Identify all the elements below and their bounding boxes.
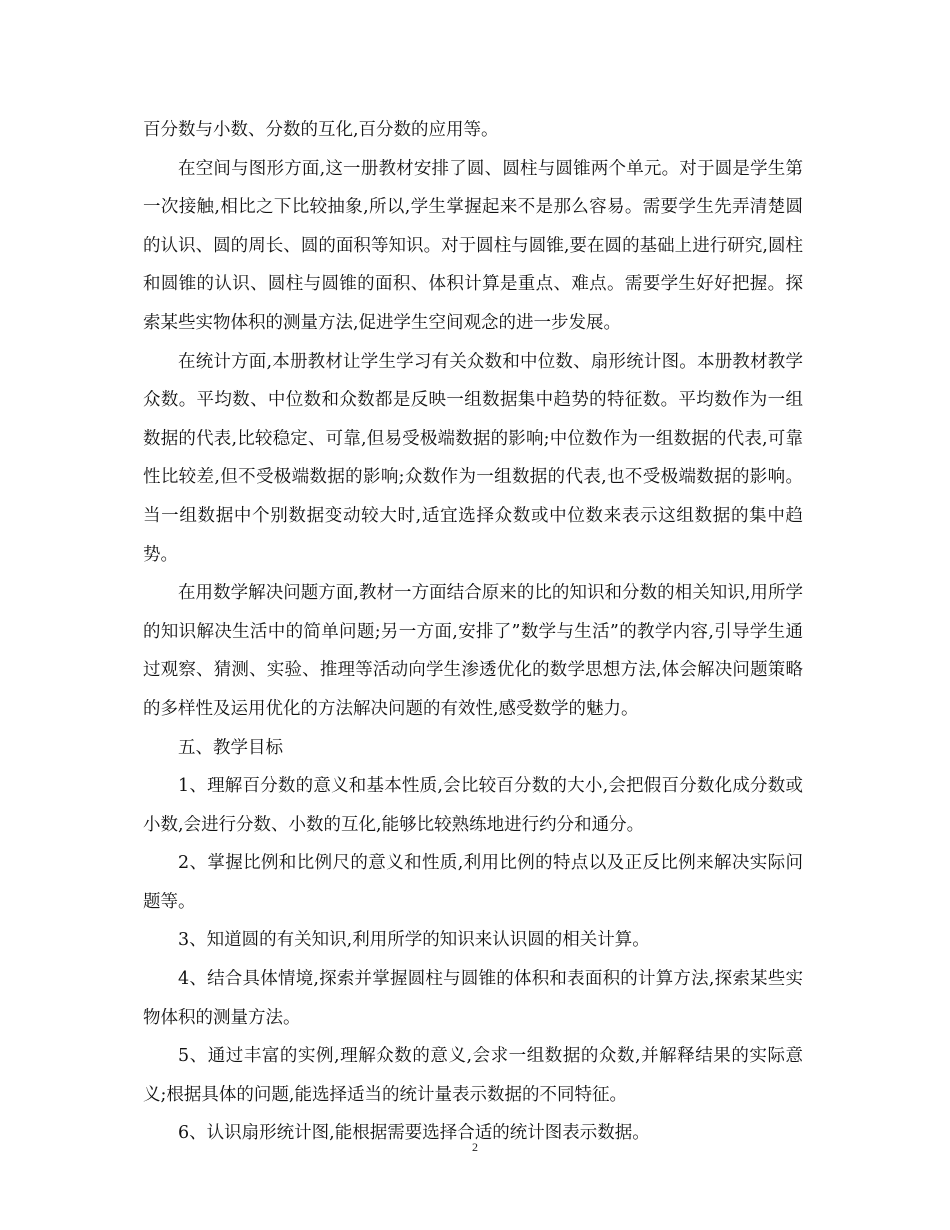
goal-item-2: 2、掌握比例和比例尺的意义和性质,利用比例的特点以及正反比例来解决实际问题等。 [143,853,803,912]
paragraph-space-and-shapes: 在空间与图形方面,这一册教材安排了圆、圆柱与圆锥两个单元。对于圆是学生第一次接触,相比之下比较抽象,所以,学生掌握起来不是那么容易。需要学生先弄清楚圆的认识、圆的周长、圆的面积等知识。对于圆柱与圆锥,要在圆的基础上进行研究,圆柱和圆锥的认识、圆柱与圆锥的面积、体积计算是重点、难点。需要学生好好把握。探索某些实物体积的测量方法,促进学生空间观念的进一步发展。 [143,158,803,333]
goal-item-6: 6、认识扇形统计图,能根据需要选择合适的统计图表示数据。 [178,1123,650,1144]
page-number: 2 [472,1140,478,1154]
goal-item-3: 3、知道圆的有关知识,利用所学的知识来认识圆的相关计算。 [178,930,650,951]
paragraph-problem-solving: 在用数学解决问题方面,教材一方面结合原来的比的知识和分数的相关知识,用所学的知识解决生活中的简单问题;另一方面,安排了”数学与生活”的教学内容,引导学生通过观察、猜测、实验、推理等活动向学生渗透优化的数学思想方法,体会解决问题策略的多样性及运用优化的方法解决问题的有效性,感受数学的魅力。 [143,583,803,719]
paragraph-continuation: 百分数与小数、分数的互化,百分数的应用等。 [143,120,499,140]
document-body [143,111,803,1153]
paragraph-statistics: 在统计方面,本册教材让学生学习有关众数和中位数、扇形统计图。本册教材教学众数。平均数、中位数和众数都是反映一组数据集中趋势的特征数。平均数作为一组数据的代表,比较稳定、可靠,但易受极端数据的影响;中位数作为一组数据的代表,可靠性比较差,但不受极端数据的影响;众数作为一组数据的代表,也不受极端数据的影响。当一组数据中个别数据变动较大时,适宜选择众数或中位数来表示这组数据的集中趋势。 [143,351,803,565]
section-heading-teaching-goals: 五、教学目标 [178,737,283,758]
goal-item-1: 1、理解百分数的意义和基本性质,会比较百分数的大小,会把假百分数化成分数或小数,会进行分数、小数的互化,能够比较熟练地进行约分和通分。 [143,776,803,835]
goal-item-5: 5、通过丰富的实例,理解众数的意义,会求一组数据的众数,并解释结果的实际意义;根据具体的问题,能选择适当的统计量表示数据的不同特征。 [143,1046,803,1105]
goal-item-4: 4、结合具体情境,探索并掌握圆柱与圆锥的体积和表面积的计算方法,探索某些实物体积的测量方法。 [143,969,803,1028]
